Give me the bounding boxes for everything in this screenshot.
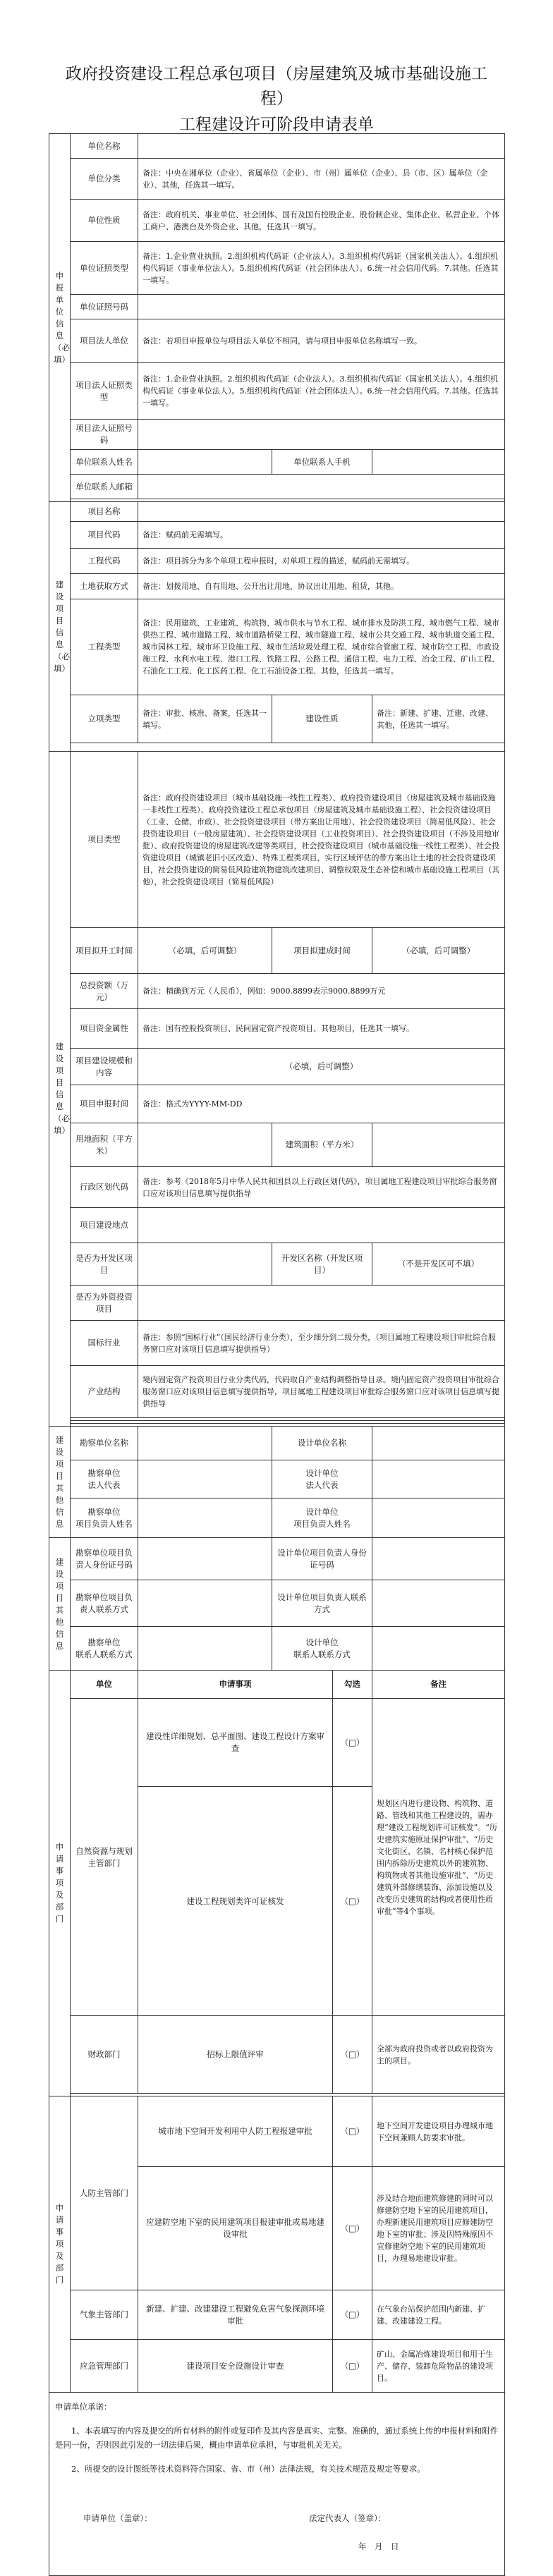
matter-safety-design: 建设项目安全设施设计审查 [138, 2340, 333, 2393]
sign-date: 年 月 日 [358, 2541, 399, 2551]
design-legal-field[interactable] [372, 1460, 505, 1498]
dept-meteorology: 气象主管部门 [71, 2290, 138, 2340]
foreign-question-field[interactable] [138, 1286, 505, 1321]
contact-phone-field[interactable] [372, 450, 505, 475]
form-subtitle: 工程建设许可阶段申请表单 [179, 116, 374, 134]
project-name-field[interactable] [138, 502, 505, 522]
matters-header-matter: 申请事项 [138, 1671, 333, 1699]
form-title-line2: 程） [260, 90, 293, 108]
remark-finance: 全部为政府投资或者以政府投资为主的项目。 [372, 2016, 505, 2094]
survey-lead-contact-field[interactable] [138, 1580, 272, 1627]
unit-license-no-label: 单位证照号码 [71, 295, 138, 319]
land-area-field[interactable] [138, 1123, 272, 1167]
matters-section-label-2: 申请事项及部门 [49, 2096, 71, 2393]
matter-planning-license: 建设工程规划类许可证核发 [138, 1787, 333, 2016]
promise-title: 申请单位承诺： [55, 2402, 112, 2412]
matters-header-unit: 单位 [71, 1671, 138, 1699]
contact-email-field[interactable] [138, 475, 505, 499]
survey-lead-id-label: 勘察单位项目负责人身份证号码 [71, 1538, 138, 1580]
promise-clause-2: 2、所提交的设计图纸等技术资料符合国家、省、市（州）法律法规，有关技术规范及规定等要求。 [71, 2464, 425, 2474]
survey-contact-label: 勘察单位 联系人联系方式 [71, 1627, 138, 1671]
contact-name-field[interactable] [138, 450, 272, 475]
project-section-label-1: 建设项目信息（必填） [49, 502, 71, 752]
legal-unit-field[interactable]: 备注：若项目申报单位与项目法人单位不相同，请与项目申报单位名称填写一致。 [138, 319, 505, 363]
legal-unit-label: 项目法人单位 [71, 319, 138, 363]
apply-time-field[interactable]: 备注：格式为YYYY-MM-DD [138, 1085, 505, 1123]
unit-license-no-field[interactable] [138, 295, 505, 319]
survey-contact-field[interactable] [138, 1627, 272, 1671]
design-lead-id-label: 设计单位项目负责人身份证号码 [272, 1538, 372, 1580]
devzone-question-label: 是否为开发区项目 [71, 1243, 138, 1286]
matter-design-review-checkbox[interactable]: （□） [333, 1699, 372, 1787]
applicant-signature-label: 申请单位（盖章）： [83, 2513, 152, 2523]
remark-meteorology: 在气象台站保护范围内新建、扩建、改建建设工程。 [372, 2290, 505, 2340]
matter-bid-ceiling-checkbox[interactable]: （□） [333, 2016, 372, 2094]
survey-lead-id-field[interactable] [138, 1538, 272, 1580]
matter-underground-defense-checkbox[interactable]: （□） [333, 2096, 372, 2167]
other-info-section-label-2: 建设项目其他信息 [49, 1538, 71, 1671]
dept-civil-defense: 人防主管部门 [71, 2096, 138, 2290]
work-code-field[interactable]: 备注：项目拆分为多个单项工程申报时，对单项工程的描述，赋码前无需填写。 [138, 549, 505, 574]
matters-header-check: 勾选 [333, 1671, 372, 1699]
survey-lead-contact-label: 勘察单位项目负责人联系方式 [71, 1580, 138, 1627]
legal-license-type-field[interactable]: 备注：1.企业营业执照。2.组织机构代码证（企业法人）。3.组织机构代码证（国家机关法人）。4.组织机构代码证（事业单位法人）。5.组织机构代码证（社会团体法人）。6.统一社会信用代码。7.其他。任选其一填写。 [138, 363, 505, 420]
industry-label: 国标行业 [71, 1321, 138, 1366]
scale-field[interactable]: （必填，后可调整） [138, 1049, 505, 1085]
fund-attr-label: 项目资金属性 [71, 1009, 138, 1049]
design-legal-label: 设计单位 法人代表 [272, 1460, 372, 1498]
unit-category-label: 单位分类 [71, 159, 138, 200]
matters-section-label-1: 申请事项及部门 [49, 1671, 71, 2096]
build-area-label: 建筑面积（平方米） [272, 1123, 372, 1167]
address-field[interactable] [138, 1208, 505, 1243]
project-name-label: 项目名称 [71, 502, 138, 522]
applicant-section-label: 申报单位信息（必填） [49, 134, 71, 502]
design-name-field[interactable] [372, 1427, 505, 1460]
end-time-label: 项目拟建成时间 [272, 928, 372, 974]
contact-email-label: 单位联系人邮箱 [71, 475, 138, 499]
total-invest-field[interactable]: 备注：精确到万元（人民币），例如：9000.8899表示9000.8899万元 [138, 974, 505, 1009]
project-code-label: 项目代码 [71, 522, 138, 549]
application-table [49, 133, 505, 2576]
design-contact-label: 设计单位 联系人联系方式 [272, 1627, 372, 1671]
matter-air-defense-basement: 应建防空地下室的民用建筑项目报建审批或易地建设审批 [138, 2167, 333, 2290]
promise-block [49, 2393, 505, 2576]
contact-name-label: 单位联系人姓名 [71, 450, 138, 475]
land-supply-field[interactable]: 备注：划拨用地、自有用地、公开出让用地、协议出让用地、租赁，其他。 [138, 574, 505, 599]
dept-emergency: 应急管理部门 [71, 2340, 138, 2393]
survey-lead-field[interactable] [138, 1498, 272, 1538]
matter-weather-environment: 新建、扩建、改建建设工程避免危害气象探测环境审批 [138, 2290, 333, 2340]
build-nature-label: 建设性质 [272, 695, 372, 743]
work-code-label: 工程代码 [71, 549, 138, 574]
land-area-label: 用地面积（平方米） [71, 1123, 138, 1167]
apply-time-label: 项目申报时间 [71, 1085, 138, 1123]
end-time-field[interactable]: （必填，后可调整） [372, 928, 505, 974]
legal-license-type-label: 项目法人证照类型 [71, 363, 138, 420]
address-label: 项目建设地点 [71, 1208, 138, 1243]
survey-lead-label: 勘察单位 项目负责人姓名 [71, 1498, 138, 1538]
industry-field[interactable]: 备注：参照“国标行业”（国民经济行业分类），至少细分到二级分类，（项目属地工程建设项目审批综合服务窗口应对该项目信息填写提供指导） [138, 1321, 505, 1366]
industry-struct-label: 产业结构 [71, 1366, 138, 1418]
region-code-label: 行政区划代码 [71, 1167, 138, 1208]
unit-category-field[interactable]: 备注：中央在湘单位（企业）、省属单位（企业）、市（州）属单位（企业）、县（市、区）属单位（企业）、其他，任选其一填写。 [138, 159, 505, 200]
survey-legal-field[interactable] [138, 1460, 272, 1498]
remark-air-defense: 涉及结合地面建筑修建的同时可以修建防空地下室的民用建筑项目，办理新建民用建筑项目应修建防空地下室的审批；涉及因特殊原因不宜修建防空地下室的民用建筑项目，办理易地建设审批。 [372, 2167, 505, 2290]
start-time-field[interactable]: （必填，后可调整） [138, 928, 272, 974]
survey-name-field[interactable] [138, 1427, 272, 1460]
survey-legal-label: 勘察单位 法人代表 [71, 1460, 138, 1498]
project-type-field[interactable]: 备注：政府投资建设项目（城市基础设施一线性工程类）、政府投资建设项目（房屋建筑及城市基础设施一非线性工程类）、政府投资建设工程总承包项目（房屋建筑及城市基础设施工程）、社会投资建设项目（工业、仓储、市政）、社会投资建设项目（带方案出让用地）、社会投资建设项目（简易低风险）、社会投资建设项目（一般房屋建筑）、社会投资建设项目（工业投资项目）、社会投资建设项目（不涉及用地审批）、政府投资建设的房屋建筑改建等类项目，社会投资建设项目（城市基础设施一线性工程类）、社会投资建设项目（城镇老旧小区改造）、特殊工程类项目，实行区域评估的带方案出让土地的社会投资建设项目，社会投资建设的简易低风险建筑物建筑改建项目、调整权限及生态补偿和城市基础设施工程项目（其他），社会投资建设项目（简易低风险） [138, 752, 505, 928]
dept-finance: 财政部门 [71, 2016, 138, 2094]
approval-type-field[interactable]: 备注：审批、核准、备案，任选其一填写。 [138, 695, 272, 743]
work-type-label: 工程类型 [71, 599, 138, 695]
design-name-label: 设计单位名称 [272, 1427, 372, 1460]
scale-label: 项目建设规模和内容 [71, 1049, 138, 1085]
unit-license-type-label: 单位证照类型 [71, 242, 138, 295]
survey-name-label: 勘察单位名称 [71, 1427, 138, 1460]
industry-struct-field[interactable]: 境内固定资产投资项目行业分类代码，代码取自产业结构调整指导目录。境内固定资产投资项目审批综合服务窗口应对该项目信息填写提供指导，项目属地工程建设项目审批综合服务窗口应对该项目信息填写提供指导 [138, 1366, 505, 1418]
region-code-field[interactable]: 备注：参考《2018年5月中华人民共和国县以上行政区划代码》，项目属地工程建设项目审批综合服务窗口应对该项目信息填写提供指导 [138, 1167, 505, 1208]
build-area-field[interactable] [372, 1123, 505, 1167]
total-invest-label: 总投资额（万元） [71, 974, 138, 1009]
unit-nature-field[interactable]: 备注：政府机关、事业单位、社会团体、国有及国有控股企业、股份制企业、集体企业、私营企业、个体工商户、港澳台及外资企业、其他，任选其一填写。 [138, 200, 505, 242]
unit-nature-label: 单位性质 [71, 200, 138, 242]
matter-bid-ceiling: 招标上限值评审 [138, 2016, 333, 2094]
matter-safety-design-checkbox[interactable]: （□） [333, 2340, 372, 2393]
devzone-question-field[interactable] [138, 1243, 272, 1286]
project-type-label: 项目类型 [71, 752, 138, 928]
design-lead-label: 设计单位 项目负责人姓名 [272, 1498, 372, 1538]
other-info-section-label-1: 建设项目其他信息 [49, 1427, 71, 1538]
unit-name-label: 单位名称 [71, 134, 138, 159]
land-supply-label: 土地获取方式 [71, 574, 138, 599]
legal-license-no-field[interactable] [138, 420, 505, 450]
legal-license-no-label: 项目法人证照号码 [71, 420, 138, 450]
start-time-label: 项目拟开工时间 [71, 928, 138, 974]
matter-design-review: 建设性详细规划、总平面图、建设工程设计方案审查 [138, 1699, 333, 1787]
project-code-field[interactable]: 备注：赋码前无需填写。 [138, 522, 505, 549]
matter-planning-license-checkbox[interactable]: （□） [333, 1787, 372, 2016]
dept-natural-resources: 自然资源与规划主管部门 [71, 1699, 138, 2016]
design-contact-field[interactable] [372, 1627, 505, 1671]
design-lead-contact-label: 设计单位项目负责人联系方式 [272, 1580, 372, 1627]
remark-emergency: 矿山、金属冶炼建设项目和用于生产、储存、装卸危险物品的建设项目。 [372, 2340, 505, 2393]
fund-attr-field[interactable]: 备注：国有控股投资项目、民间固定资产投资项目、其他项目，任选其一填写。 [138, 1009, 505, 1049]
design-lead-field[interactable] [372, 1498, 505, 1538]
design-lead-id-field[interactable] [372, 1538, 505, 1580]
promise-clause-1: 1、本表填写的内容及提交的所有材料的附件或复印件及其内容是真实、完整、准确的，通过系统上传的申报材料和附件是同一份，否则因此引发的一切法律后果，概由申请单位承担，与审批机关无关。 [55, 2426, 499, 2450]
unit-license-type-field[interactable]: 备注：1.企业营业执照。2.组织机构代码证（企业法人）。3.组织机构代码证（国家机关法人）。4.组织机构代码证（事业单位法人）。5.组织机构代码证（社会团体法人）。6.统一社会信用代码。7.其他。任选其一填写。 [138, 242, 505, 295]
foreign-question-label: 是否为外资投资项目 [71, 1286, 138, 1321]
matter-air-defense-basement-checkbox[interactable]: （□） [333, 2167, 372, 2290]
form-title-line1: 政府投资建设工程总承包项目（房屋建筑及城市基础设施工 [66, 65, 487, 83]
form-title [0, 0, 553, 111]
matter-underground-defense: 城市地下空间开发利用中人防工程报建审批 [138, 2096, 333, 2167]
devzone-name-field[interactable]: （不是开发区可不填） [372, 1243, 505, 1286]
matters-header-remark: 备注 [372, 1671, 505, 1699]
legal-signature-label: 法定代表人（签章）： [309, 2513, 387, 2523]
project-section-label-2: 建设项目信息（必填） [49, 752, 71, 1427]
design-lead-contact-field[interactable] [372, 1580, 505, 1627]
work-type-field[interactable]: 备注：民用建筑、工业建筑、构筑物、城市供水与节水工程、城市排水及防洪工程、城市燃气工程、城市供热工程、城市道路工程、城市道路桥梁工程、城市隧道工程、城市公共交通工程、城市轨道交通工程、城市园林工程、城市环卫设施工程、城市生活垃圾处理工程、城市综合管廊工程、城市防空工程、市政设施工程、水利水电工程、港口工程、铁路工程、公路工程、通信工程、电力工程、冶金工程、矿山工程、石油化工工程、化工医药工程、化工石油设备工程、其他，任选其一填写。 [138, 599, 505, 695]
remark-underground: 地下空间开发建设项目办理城市地下空间兼顾人防要求审批。 [372, 2096, 505, 2167]
build-nature-field[interactable]: 备注：新建、扩建、迁建、改建、其他，任选其一填写。 [372, 695, 505, 743]
matter-weather-environment-checkbox[interactable]: （□） [333, 2290, 372, 2340]
devzone-name-label: 开发区名称（开发区项目） [272, 1243, 372, 1286]
unit-name-field[interactable] [138, 134, 505, 159]
approval-type-label: 立项类型 [71, 695, 138, 743]
remark-planning: 规划区内进行建设物、构筑物、道路、管线和其他工程建设的，需办理“建设工程规划许可证核发”。“历史建筑实施原址保护审批”、“历史文化街区、名镇、名村核心保护范围内拆除历史建筑以外的建筑物、构筑物或者其他设施审批”、“历史建筑外部修缮装饰、添加设施以及改变历史建筑的结构或者使用性质审批”等4个事项。 [372, 1699, 505, 2016]
contact-phone-label: 单位联系人手机 [272, 450, 372, 475]
